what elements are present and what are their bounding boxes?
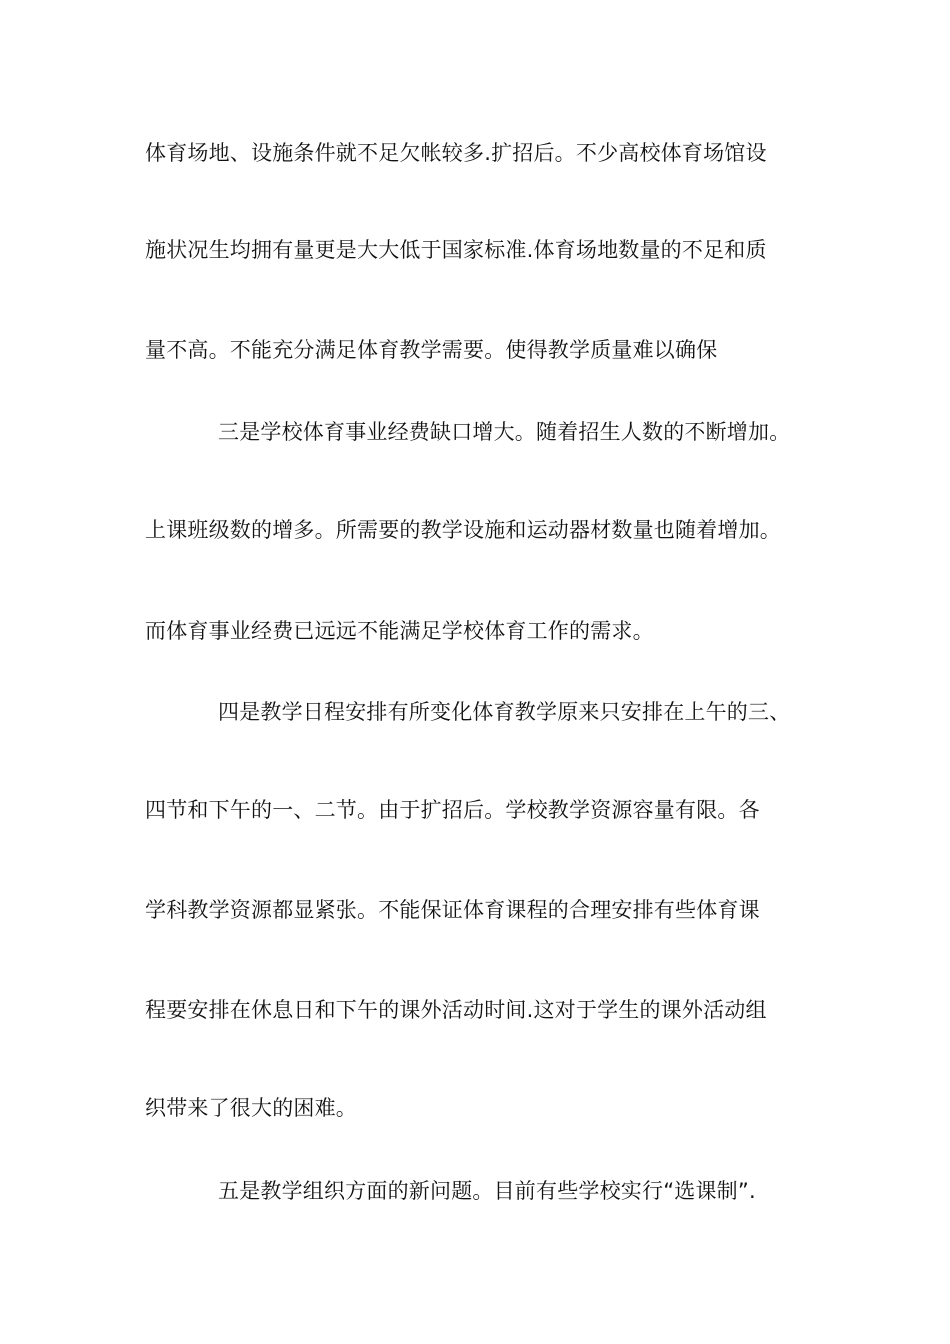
paragraph-4-line-5: 织带来了很大的困难。 <box>145 1096 357 1120</box>
paragraph-3-line-1: 三是学校体育事业经费缺口增大。随着招生人数的不断增加。 <box>218 420 791 444</box>
paragraph-5-line-1: 五是教学组织方面的新问题。目前有些学校实行“选课制”. <box>218 1179 756 1203</box>
paragraph-4-line-4: 程要安排在休息日和下午的课外活动时间.这对于学生的课外活动组 <box>145 998 767 1022</box>
text-line-1: 体育场地、设施条件就不足欠帐较多.扩招后。不少高校体育场馆设 <box>145 141 767 165</box>
paragraph-3-line-2: 上课班级数的增多。所需要的教学设施和运动器材数量也随着增加。 <box>145 518 781 542</box>
paragraph-4-line-1: 四是教学日程安排有所变化体育教学原来只安排在上午的三、 <box>218 700 791 724</box>
text-line-3: 量不高。不能充分满足体育教学需要。使得教学质量难以确保 <box>145 338 718 362</box>
paragraph-3-line-3: 而体育事业经费已远远不能满足学校体育工作的需求。 <box>145 619 654 643</box>
text-line-2: 施状况生均拥有量更是大大低于国家标准.体育场地数量的不足和质 <box>145 238 767 262</box>
paragraph-4-line-2: 四节和下午的一、二节。由于扩招后。学校教学资源容量有限。各 <box>145 798 760 822</box>
paragraph-4-line-3: 学科教学资源都显紧张。不能保证体育课程的合理安排有些体育课 <box>145 898 760 922</box>
